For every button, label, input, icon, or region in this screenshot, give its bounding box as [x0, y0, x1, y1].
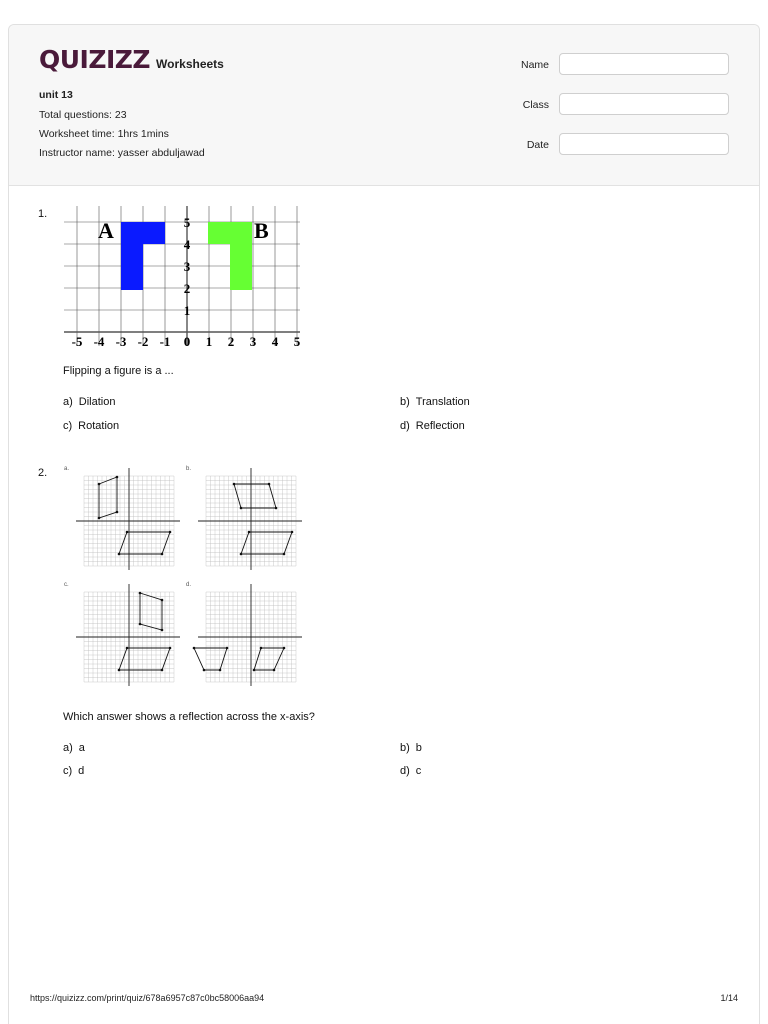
option-text: c [415, 765, 422, 777]
option-letter: a) [63, 396, 73, 408]
panel-label: b. [186, 466, 192, 472]
option-letter: b) [400, 396, 410, 408]
footer-page-number: 1/14 [720, 993, 738, 1003]
class-field[interactable] [559, 93, 729, 115]
option-letter: c) [63, 765, 73, 777]
vertex-point [126, 647, 129, 650]
vertex-point [233, 483, 236, 486]
image-figure [234, 484, 276, 508]
vertex-point [253, 669, 256, 672]
option-text: Dilation [78, 396, 116, 408]
question-2-option-c[interactable] [63, 765, 84, 777]
vertex-point [273, 669, 276, 672]
option-letter: d) [400, 420, 410, 432]
shape-b [230, 244, 252, 290]
quizizz-logo [39, 45, 224, 74]
panel-label: a. [64, 466, 70, 472]
image-figure [140, 593, 162, 630]
question-1-figure [62, 204, 306, 350]
question-1-text: Flipping a figure is a ... [63, 365, 174, 377]
vertex-point [116, 511, 119, 514]
option-letter: a) [63, 742, 73, 754]
vertex-point [248, 531, 251, 534]
vertex-point [161, 629, 164, 632]
x-tick-label: 4 [271, 334, 279, 349]
shape-a [121, 222, 165, 244]
y-tick-label: 2 [183, 281, 191, 296]
question-2-option-a[interactable] [63, 742, 85, 754]
x-tick-label: 2 [227, 334, 235, 349]
shape-a-label: A [98, 218, 114, 243]
original-figure [241, 532, 292, 554]
panel-label: d. [186, 582, 192, 588]
option-text: Rotation [78, 420, 120, 432]
total-questions: Total questions: 23 [39, 109, 127, 121]
vertex-point [118, 669, 121, 672]
x-tick-label: 5 [293, 334, 301, 349]
reflection-panel-2 [186, 466, 302, 570]
vertex-point [291, 531, 294, 534]
option-text: d [78, 765, 85, 777]
worksheet-title: unit 13 [39, 89, 73, 101]
instructor-name: Instructor name: yasser abduljawad [39, 147, 205, 159]
vertex-point [98, 517, 101, 520]
footer-url[interactable]: https://quizizz.com/print/quiz/678a6957c87c0bc58006aa94 [30, 993, 265, 1003]
question-2-number: 2. [38, 467, 48, 479]
vertex-point [193, 647, 196, 650]
x-tick-label: 3 [249, 334, 257, 349]
option-text: b [415, 742, 422, 754]
date-label: Date [526, 139, 549, 151]
vertex-point [139, 623, 142, 626]
vertex-point [118, 553, 121, 556]
shape-b [208, 222, 252, 244]
x-tick-label: -1 [159, 334, 171, 349]
vertex-point [161, 669, 164, 672]
option-text: Reflection [415, 420, 465, 432]
panel-label: c. [64, 582, 69, 588]
option-text: Translation [415, 396, 470, 408]
vertex-point [161, 599, 164, 602]
worksheet-time: Worksheet time: 1hrs 1mins [39, 128, 169, 140]
x-tick-label: 0 [183, 334, 191, 349]
vertex-point [139, 592, 142, 595]
logo-wordmark: QUIZIZZ [39, 45, 151, 74]
date-field[interactable] [559, 133, 729, 155]
option-letter: b) [400, 742, 410, 754]
x-tick-label: -5 [71, 334, 83, 349]
vertex-point [283, 647, 286, 650]
question-2-text: Which answer shows a reflection across the x-axis? [63, 711, 315, 723]
vertex-point [268, 483, 271, 486]
question-2-option-d[interactable] [400, 765, 421, 777]
y-tick-label: 3 [183, 259, 191, 274]
vertex-point [126, 531, 129, 534]
reflection-panel-1 [64, 466, 180, 570]
logo-subtitle: Worksheets [156, 57, 224, 71]
question-1-option-c[interactable] [63, 420, 119, 432]
question-1-number: 1. [38, 208, 48, 220]
class-label: Class [522, 99, 549, 111]
vertex-point [240, 507, 243, 510]
name-label: Name [520, 59, 549, 71]
vertex-point [98, 483, 101, 486]
original-figure [119, 648, 170, 670]
vertex-point [260, 647, 263, 650]
vertex-point [169, 647, 172, 650]
vertex-point [203, 669, 206, 672]
y-tick-label: 1 [183, 303, 191, 318]
y-tick-label: 4 [183, 237, 191, 252]
vertex-point [283, 553, 286, 556]
reflection-panel-3 [64, 582, 180, 686]
shape-b-label: B [254, 218, 269, 243]
vertex-point [219, 669, 222, 672]
question-1-option-a[interactable] [63, 396, 115, 408]
x-axis-ticks [72, 334, 301, 349]
name-field[interactable] [559, 53, 729, 75]
vertex-point [226, 647, 229, 650]
x-tick-label: -4 [93, 334, 105, 349]
option-letter: c) [63, 420, 73, 432]
vertex-point [169, 531, 172, 534]
question-2-option-b[interactable] [400, 742, 422, 754]
option-text: a [78, 742, 85, 754]
x-tick-label: 1 [205, 334, 213, 349]
vertex-point [161, 553, 164, 556]
question-2-figure [62, 462, 302, 696]
x-tick-label: -2 [137, 334, 149, 349]
original-figure [119, 532, 170, 554]
vertex-point [240, 553, 243, 556]
shape-a [121, 244, 143, 290]
question-1-option-b[interactable] [400, 396, 470, 408]
option-letter: d) [400, 765, 410, 777]
vertex-point [116, 476, 119, 479]
reflection-panel-4 [186, 582, 302, 686]
x-tick-label: -3 [115, 334, 127, 349]
worksheet-header [9, 25, 759, 186]
vertex-point [275, 507, 278, 510]
y-tick-label: 5 [183, 215, 191, 230]
question-1-option-d[interactable] [400, 420, 465, 432]
